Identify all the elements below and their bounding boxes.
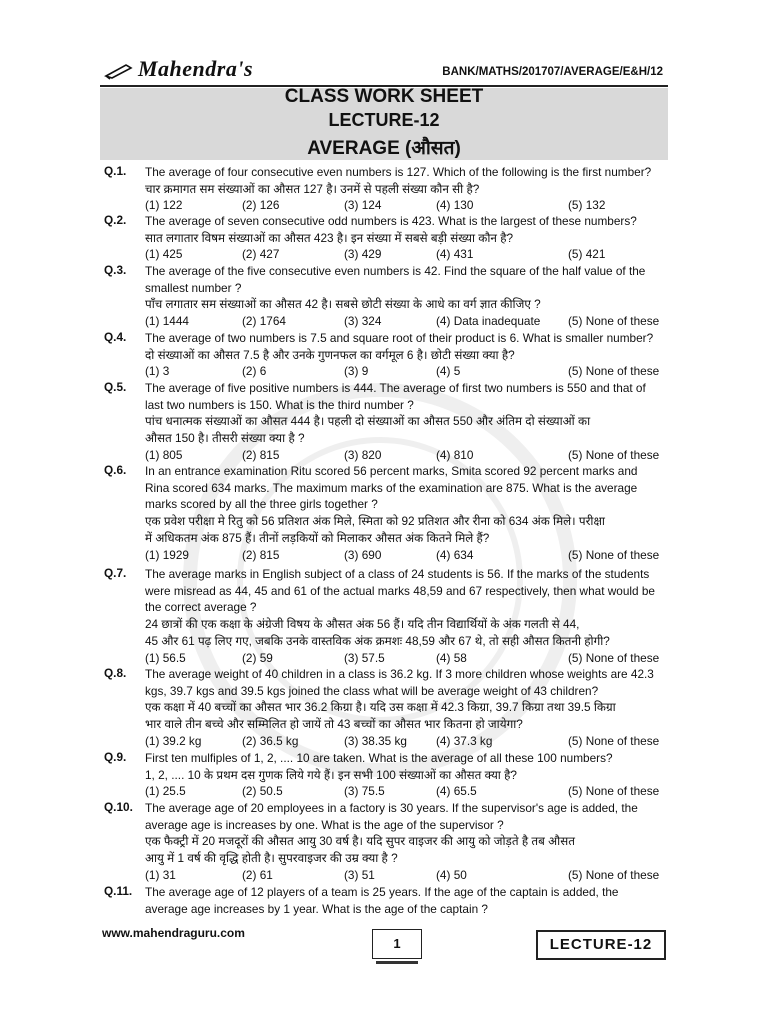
question-text-line: 24 छात्रों की एक कक्षा के अंग्रेजी विषय के औसत अंक 56 हैं। यदि तीन विद्यार्थियों के अंक गलती से 44, [145,617,580,632]
question-text-line: average age increases by 1 year. What is the age of the captain ? [145,901,488,916]
pen-icon [104,62,134,80]
question-text-line: चार क्रमागत सम संख्याओं का औसत 127 है। उनमें से पहली संख्या कौन सी है? [145,181,480,196]
question-text-line: smallest number ? [145,280,242,295]
question-text-line: marks scored by all the three girls together ? [145,497,378,512]
answer-option-2: (2) 815 [242,547,280,562]
question-text-line: The average of two numbers is 7.5 and square root of their product is 6. What is smaller number? [145,331,654,345]
answer-option-4: (4) 634 [436,547,474,562]
answer-option-1: (1) 3 [145,364,170,379]
lecture-label-box: LECTURE-12 [536,930,666,960]
options-row [145,447,667,463]
question-number: Q.1. [104,164,127,178]
answer-option-3: (3) 57.5 [344,650,385,665]
question-text-line: First ten mulfiples of 1, 2, .... 10 are taken. What is the average of all these 100 numbers? [145,751,613,765]
options-row [145,363,667,379]
question-text-line: दो संख्याओं का औसत 7.5 है और उनके गुणनफल का वर्गमूल 6 है। छोटी संख्या क्या है? [145,347,515,362]
question-text-line: एक कक्षा में 40 बच्चों का औसत भार 36.2 किग्रा है। यदि उस कक्षा में 42.3 किग्रा, 39.7 किग्रा तथा 39.5 किग्रा [145,700,616,715]
publisher-logo [104,56,253,82]
options-row [145,246,667,262]
question-text-line: में अधिकतम अंक 875 हैं। तीनों लड़कियों को मिलाकर औसत अंक कितने मिले हैं? [145,530,490,545]
topic-title: AVERAGE (औसत) [307,138,461,159]
question-text-line: were misread as 44, 45 and 61 of the actual marks 48,59 and 67 respectively, then what would be [145,583,655,598]
answer-option-4: (4) 50 [436,867,467,882]
answer-option-5: (5) None of these [568,733,660,748]
question-text-line: आयु में 1 वर्ष की वृद्धि होती है। सुपरवाइजर की उम्र क्या है ? [145,851,398,866]
answer-option-3: (3) 690 [344,547,382,562]
question-text-line: सात लगातार विषम संख्याओं का औसत 423 है। इन संख्या में सबसे बड़ी संख्या कौन है? [145,230,514,245]
question-text-line: The average of the five consecutive even numbers is 42. Find the square of the half value of the [145,264,646,278]
answer-option-2: (2) 6 [242,364,267,379]
answer-option-3: (3) 51 [344,867,375,882]
answer-option-3: (3) 429 [344,247,382,262]
question-text-line: पांच धनात्मक संख्याओं का औसत 444 है। पहली दो संख्याओं का औसत 550 और अंतिम दो संख्याओं का [145,414,591,429]
question-number: Q.10. [104,800,133,814]
question-number: Q.7. [104,566,127,580]
answer-option-2: (2) 126 [242,198,280,213]
answer-option-5: (5) None of these [568,650,660,665]
answer-option-4: (4) 431 [436,247,474,262]
answer-option-4: (4) 37.3 kg [436,733,493,748]
answer-option-4: (4) 130 [436,198,474,213]
question-number: Q.3. [104,263,127,277]
answer-option-1: (1) 805 [145,447,183,462]
question-text-line: Rina scored 634 marks. The maximum marks of the examination are 875. What is the average [145,480,638,495]
answer-option-1: (1) 1929 [145,547,189,562]
answer-option-2: (2) 1764 [242,314,286,329]
answer-option-3: (3) 75.5 [344,784,385,799]
question-text-line: The average of five positive numbers is 444. The average of first two numbers is 550 and that of [145,381,646,395]
question-number: Q.2. [104,213,127,227]
question-text-line: the correct average ? [145,600,257,615]
options-row [145,313,667,329]
question-text-line: The average weight of 40 children in a class is 36.2 kg. If 3 more children whose weights are 42.3 [145,667,654,681]
question-text-line: एक प्रवेश परीक्षा मे रितु को 56 प्रतिशत अंक मिले, स्मिता को 92 प्रतिशत और रीना को 634 अंक मिले। परीक्षा [145,514,605,529]
question-text-line: 1, 2, .... 10 के प्रथम दस गुणक लिये गये हैं। इन सभी 100 संख्याओं का औसत क्या है? [145,767,517,782]
answer-option-5: (5) None of these [568,314,660,329]
answer-option-5: (5) None of these [568,547,660,562]
question-text-line: भार वाले तीन बच्चे और सम्मिलित हो जायें तो 43 बच्चों का औसत भार कितना हो जायेगा? [145,717,523,732]
question-number: Q.4. [104,330,127,344]
page-number-box [372,929,422,959]
options-row [145,783,667,799]
answer-option-5: (5) 132 [568,198,606,213]
answer-option-2: (2) 61 [242,867,273,882]
answer-option-2: (2) 59 [242,650,273,665]
page-number: 1 [393,936,401,951]
options-row [145,733,667,749]
question-text-line: The average of four consecutive even numbers is 127. Which of the following is the first number? [145,165,652,179]
answer-option-1: (1) 25.5 [145,784,186,799]
answer-option-2: (2) 427 [242,247,280,262]
answer-option-3: (3) 324 [344,314,382,329]
answer-option-1: (1) 1444 [145,314,189,329]
question-text-line: The average age of 20 employees in a factory is 30 years. If the supervisor's age is added, the [145,801,638,815]
answer-option-5: (5) 421 [568,247,606,262]
answer-option-3: (3) 9 [344,364,369,379]
answer-option-1: (1) 56.5 [145,650,186,665]
footer-website: www.mahendraguru.com [102,926,245,940]
sheet-title: CLASS WORK SHEET [284,86,484,107]
options-row [145,547,667,563]
answer-option-3: (3) 38.35 kg [344,733,407,748]
question-text-line: last two numbers is 150. What is the third number ? [145,397,414,412]
answer-option-1: (1) 31 [145,867,176,882]
question-text-line: पाँच लगातार सम संख्याओं का औसत 42 है। सबसे छोटी संख्या के आधे का वर्ग ज्ञात कीजिए ? [145,297,541,312]
question-number: Q.5. [104,380,127,394]
question-text-line: औसत 150 है। तीसरी संख्या क्या है ? [145,431,305,446]
question-number: Q.11. [104,884,133,898]
answer-option-4: (4) Data inadequate [436,314,541,329]
question-text-line: The average of seven consecutive odd numbers is 423. What is the largest of these numbers? [145,214,637,228]
question-text-line: The average marks in English subject of a class of 24 students is 56. If the marks of the students [145,567,650,581]
answer-option-1: (1) 39.2 kg [145,733,202,748]
question-text-line: kgs, 39.7 kgs and 39.5 kgs joined the class what will be average weight of 43 children? [145,683,599,698]
question-text-line: average age is increases by one. What is the age of the supervisor ? [145,817,504,832]
answer-option-4: (4) 5 [436,364,461,379]
answer-option-2: (2) 50.5 [242,784,283,799]
answer-option-5: (5) None of these [568,867,660,882]
question-number: Q.8. [104,666,127,680]
answer-option-3: (3) 820 [344,447,382,462]
answer-option-1: (1) 122 [145,198,183,213]
question-text-line: In an entrance examination Ritu scored 56 percent marks, Smita scored 92 percent marks and [145,464,638,478]
answer-option-5: (5) None of these [568,364,660,379]
question-text-line: 45 और 61 पढ़ लिए गए, जबकि उनके वास्तविक अंक क्रमशः 48,59 और 67 थे, तो सही औसत कितनी होगी? [145,633,610,648]
options-row [145,650,667,666]
answer-option-4: (4) 58 [436,650,467,665]
answer-option-5: (5) None of these [568,447,660,462]
answer-option-5: (5) None of these [568,784,660,799]
logo-text: Mahendra's [138,56,254,81]
answer-option-3: (3) 124 [344,198,382,213]
answer-option-1: (1) 425 [145,247,183,262]
question-number: Q.6. [104,463,127,477]
options-row [145,867,667,883]
question-text-line: The average age of 12 players of a team is 25 years. If the age of the captain is added, the [145,885,619,899]
document-code: BANK/MATHS/201707/AVERAGE/E&H/12 [442,66,663,78]
question-text-line: एक फैक्ट्री में 20 मजदूरों की औसत आयु 30 वर्ष है। यदि सुपर वाइजर की आयु को जोड़ते है तब औसत [145,834,575,849]
lecture-title: LECTURE-12 [328,110,440,130]
answer-option-2: (2) 36.5 kg [242,733,299,748]
question-number: Q.9. [104,750,127,764]
answer-option-4: (4) 810 [436,447,474,462]
answer-option-2: (2) 815 [242,447,280,462]
answer-option-4: (4) 65.5 [436,784,477,799]
options-row [145,197,667,213]
